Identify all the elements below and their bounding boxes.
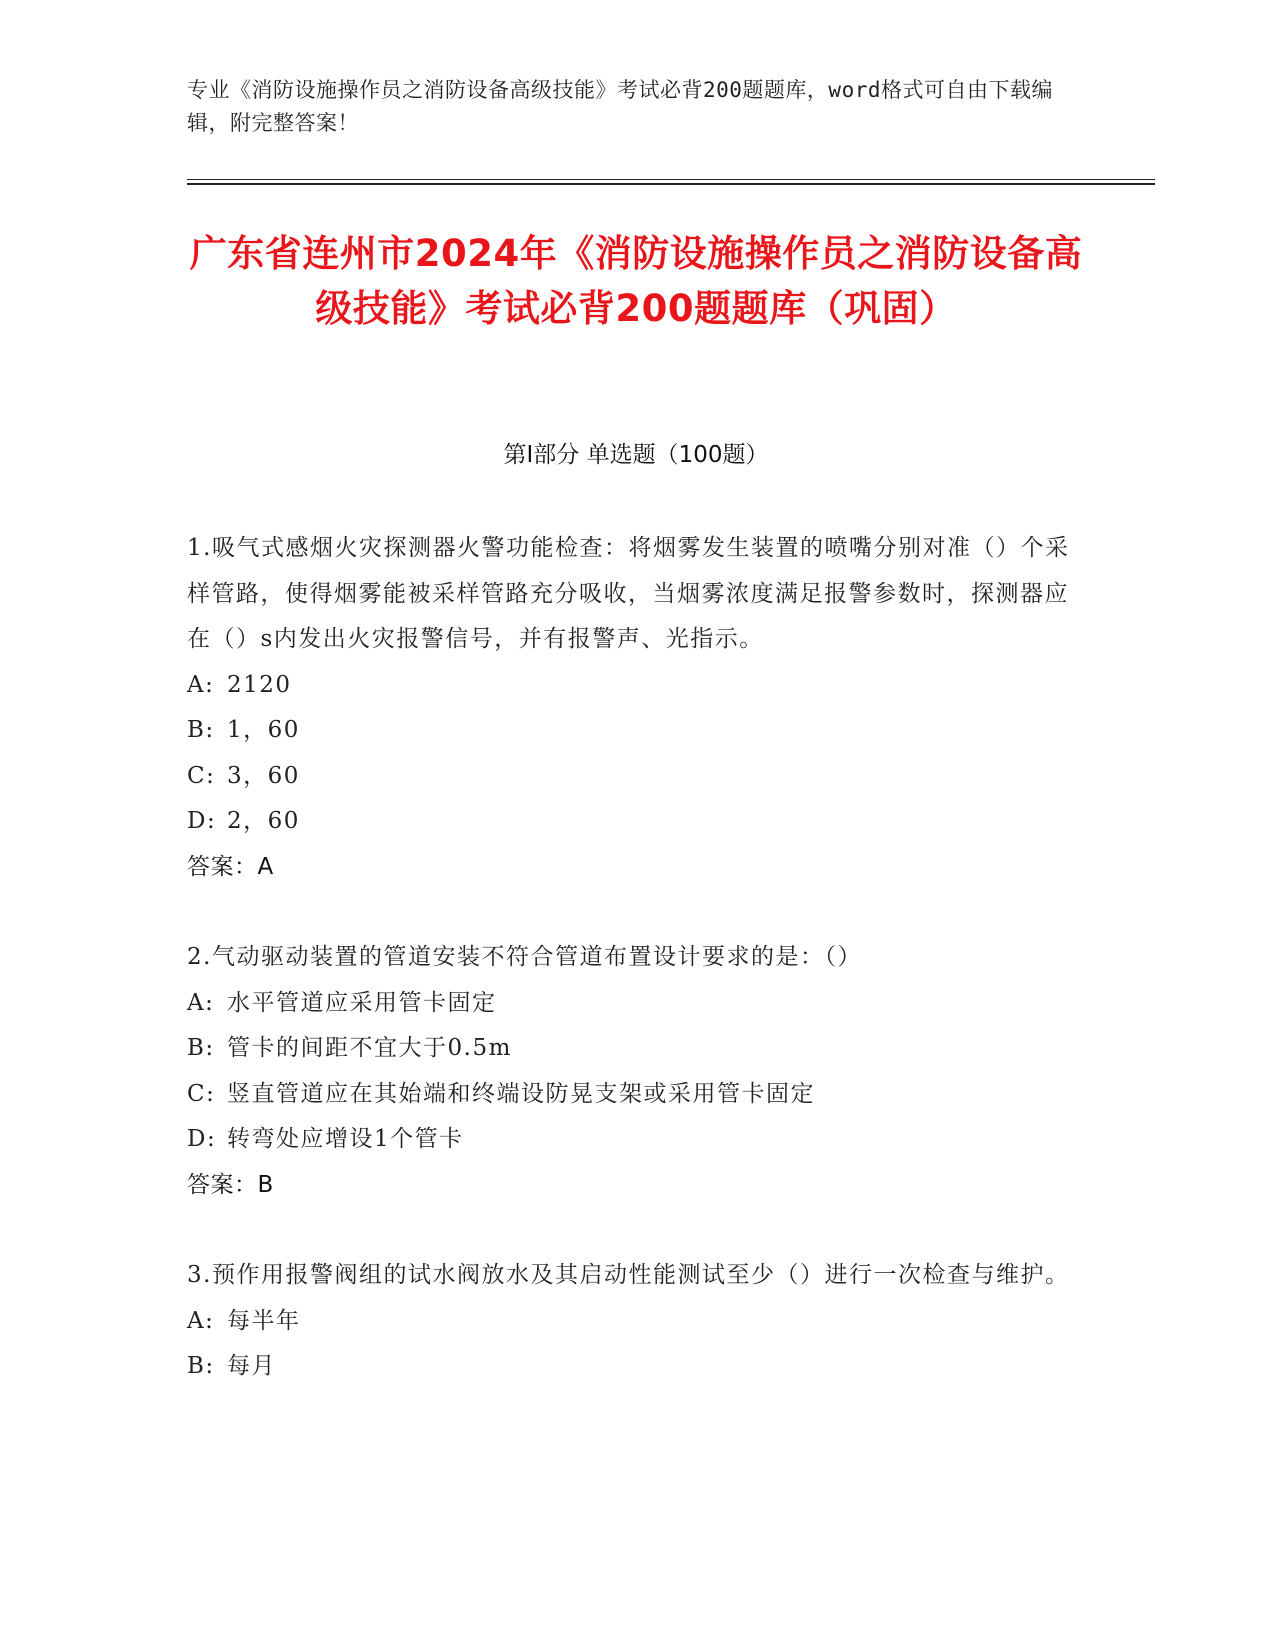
option-key: B: (187, 1353, 215, 1379)
question-answer: 答案：A (187, 853, 274, 880)
option-key: A: (187, 989, 215, 1016)
option-key: D: (187, 808, 217, 834)
question-option (187, 754, 1087, 800)
option-key: D: (187, 1126, 217, 1152)
option-text: 1，60 (227, 717, 300, 743)
section-heading: 第I部分 单选题（100题） (503, 442, 769, 468)
option-key: C: (187, 762, 216, 789)
question-option (187, 1344, 1087, 1390)
question-option (187, 1117, 1087, 1163)
question-option (187, 1072, 1087, 1118)
question-answer: 答案：B (187, 1171, 274, 1198)
document-title: 广东省连州市2024年《消防设施操作员之消防设备高级技能》考试必背200题题库（巩固） (189, 232, 1083, 330)
question-option (187, 981, 1087, 1027)
option-text: 竖直管道应在其始端和终端设防晃支架或采用管卡固定 (227, 1080, 815, 1107)
option-key: A: (187, 1307, 215, 1334)
option-text: 2120 (227, 671, 292, 698)
option-key: A: (187, 671, 215, 698)
option-text: 每月 (227, 1353, 276, 1379)
question-option (187, 708, 1087, 754)
question-item (187, 1253, 1087, 1390)
option-text: 转弯处应增设1个管卡 (227, 1126, 464, 1152)
question-item (187, 935, 1087, 1208)
question-item (187, 526, 1087, 890)
option-text: 2，60 (227, 808, 300, 834)
option-key: B: (187, 717, 215, 743)
header-note: 专业《消防设施操作员之消防设备高级技能》考试必背200题题库，word格式可自由下载编辑，附完整答案！ (187, 78, 1053, 135)
option-text: 管卡的间距不宜大于0.5m (227, 1035, 512, 1061)
option-text: 水平管道应采用管卡固定 (227, 989, 497, 1016)
header-divider-thick (187, 183, 1155, 185)
question-stem: 1.吸气式感烟火灾探测器火警功能检查：将烟雾发生装置的喷嘴分别对准（）个采样管路，使得烟雾能被采样管路充分吸收，当烟雾浓度满足报警参数时，探测器应在（）s内发出火灾报警信号，并有报警声、光指示。 (187, 535, 1070, 652)
question-option (187, 1026, 1087, 1072)
option-text: 3，60 (227, 762, 300, 789)
question-stem: 2.气动驱动装置的管道安装不符合管道布置设计要求的是：（） (187, 944, 862, 970)
question-option (187, 663, 1087, 709)
question-option (187, 799, 1087, 845)
question-stem: 3.预作用报警阀组的试水阀放水及其启动性能测试至少（）进行一次检查与维护。 (187, 1262, 1070, 1288)
question-option (187, 1299, 1087, 1345)
option-text: 每半年 (227, 1307, 301, 1334)
option-key: C: (187, 1080, 216, 1107)
question-list (187, 526, 1087, 1435)
option-key: B: (187, 1035, 215, 1061)
header-divider-thin (187, 179, 1155, 180)
